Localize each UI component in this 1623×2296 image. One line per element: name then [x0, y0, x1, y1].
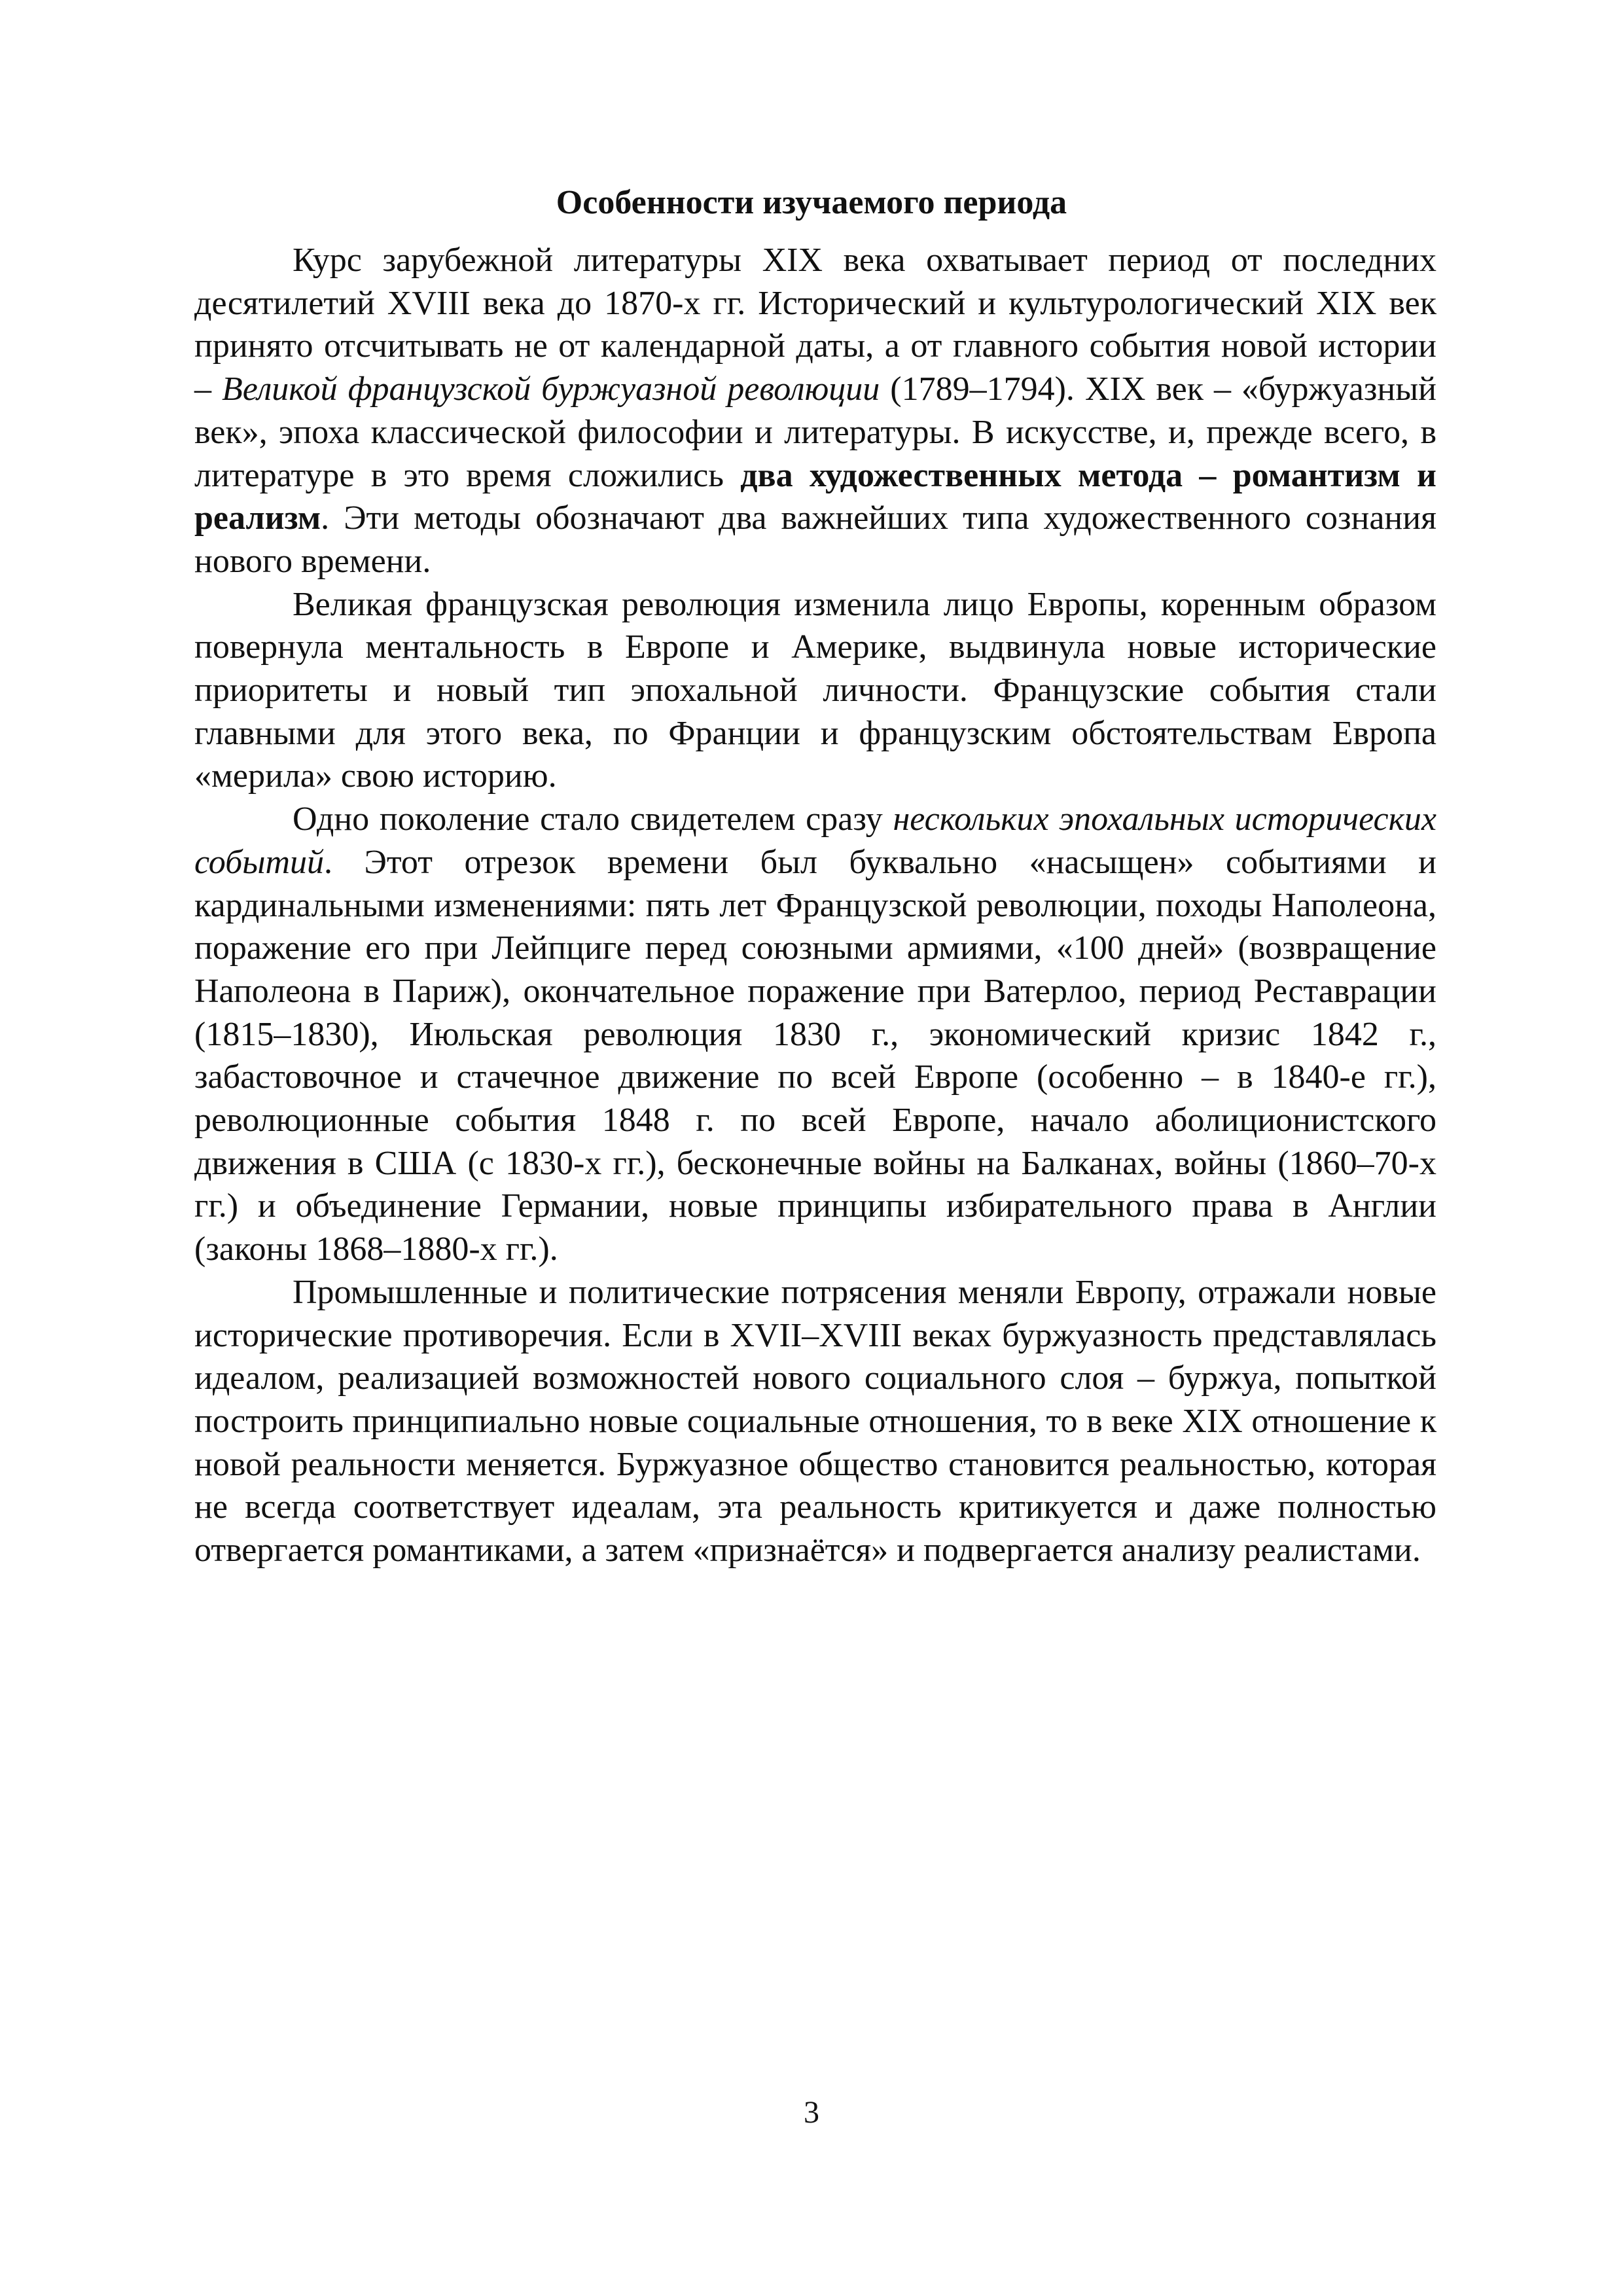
- paragraph-3-text-1: Одно поколение стало свидетелем сразу: [293, 800, 893, 838]
- paragraph-4: Промышленные и политические потрясения меняли Европу, отражали новые исторические противоречия. Если в XVII–XVIII веках буржуазность представлялась идеалом, реализацией возможностей нового социального слоя – буржуа, попыткой построить принципиально новые социальные отношения, то в веке XIX отношение к новой реальности меняется. Буржуазное общество становится реальностью, которая не всегда соответствует идеалам, эта реальность критикуется и даже полностью отвергается романтиками, а затем «признаётся» и подвергается анализу реалистами.: [194, 1273, 1436, 1570]
- paragraph-2: Великая французская революция изменила лицо Европы, коренным образом повернула ментальность в Европе и Америке, выдвинула новые исторические приоритеты и новый тип эпохальной личности. Французские события стали главными для этого века, по Франции и французским обстоятельствам Европа «мерила» свою историю.: [194, 585, 1436, 795]
- body-text: [194, 239, 1436, 1572]
- paragraph-1: [194, 239, 1436, 583]
- paragraph-1-text-1: Курс зарубежной литературы XIX века охватывает период от последних десятилетий XVIII века до 1870-х гг. Исторический и культурологический XIX век принято отсчитывать не от календарной даты, а от главного события новой истории –: [194, 242, 1436, 408]
- paragraph-3: [194, 798, 1436, 1271]
- paragraph-3-italic-phrase: нескольких эпохальных исторических событий: [194, 800, 1436, 881]
- paragraph-1-bold-phrase: два художественных метода – романтизм и реализм: [194, 456, 1436, 537]
- page-number: 3: [804, 2095, 819, 2130]
- paragraph-1-italic-phrase: Великой французской буржуазной революции: [222, 370, 880, 408]
- paragraph-1-text-3: . Эти методы обозначают два важнейших типа художественного сознания нового времени.: [194, 499, 1436, 580]
- paragraph-1-text-2: (1789–1794). XIX век – «буржуазный век», эпоха классической философии и литературы. В искусстве, и, прежде всего, в литературе в это время сложились: [194, 370, 1436, 494]
- paragraph-3-text-2: . Этот отрезок времени был буквально «насыщен» событиями и кардинальными изменениями: пять лет Французской революции, походы Наполеона, поражение его при Лейпциге перед союзными армиями, «100 дней» (возвращение Наполеона в Париж), окончательное поражение при Ватерлоо, период Реставрации (1815–1830), Июльская революция 1830 г., экономический кризис 1842 г., забастовочное и стачечное движение по всей Европе (особенно – в 1840-е гг.), революционные события 1848 г. по всей Европе, начало аболиционистского движения в США (с 1830-х гг.), бесконечные войны на Балканах, войны (1860–70-х гг.) и объединение Германии, новые принципы избирательного права в Англии (законы 1868–1880-х гг.).: [194, 843, 1436, 1268]
- page-title: Особенности изучаемого периода: [556, 183, 1067, 221]
